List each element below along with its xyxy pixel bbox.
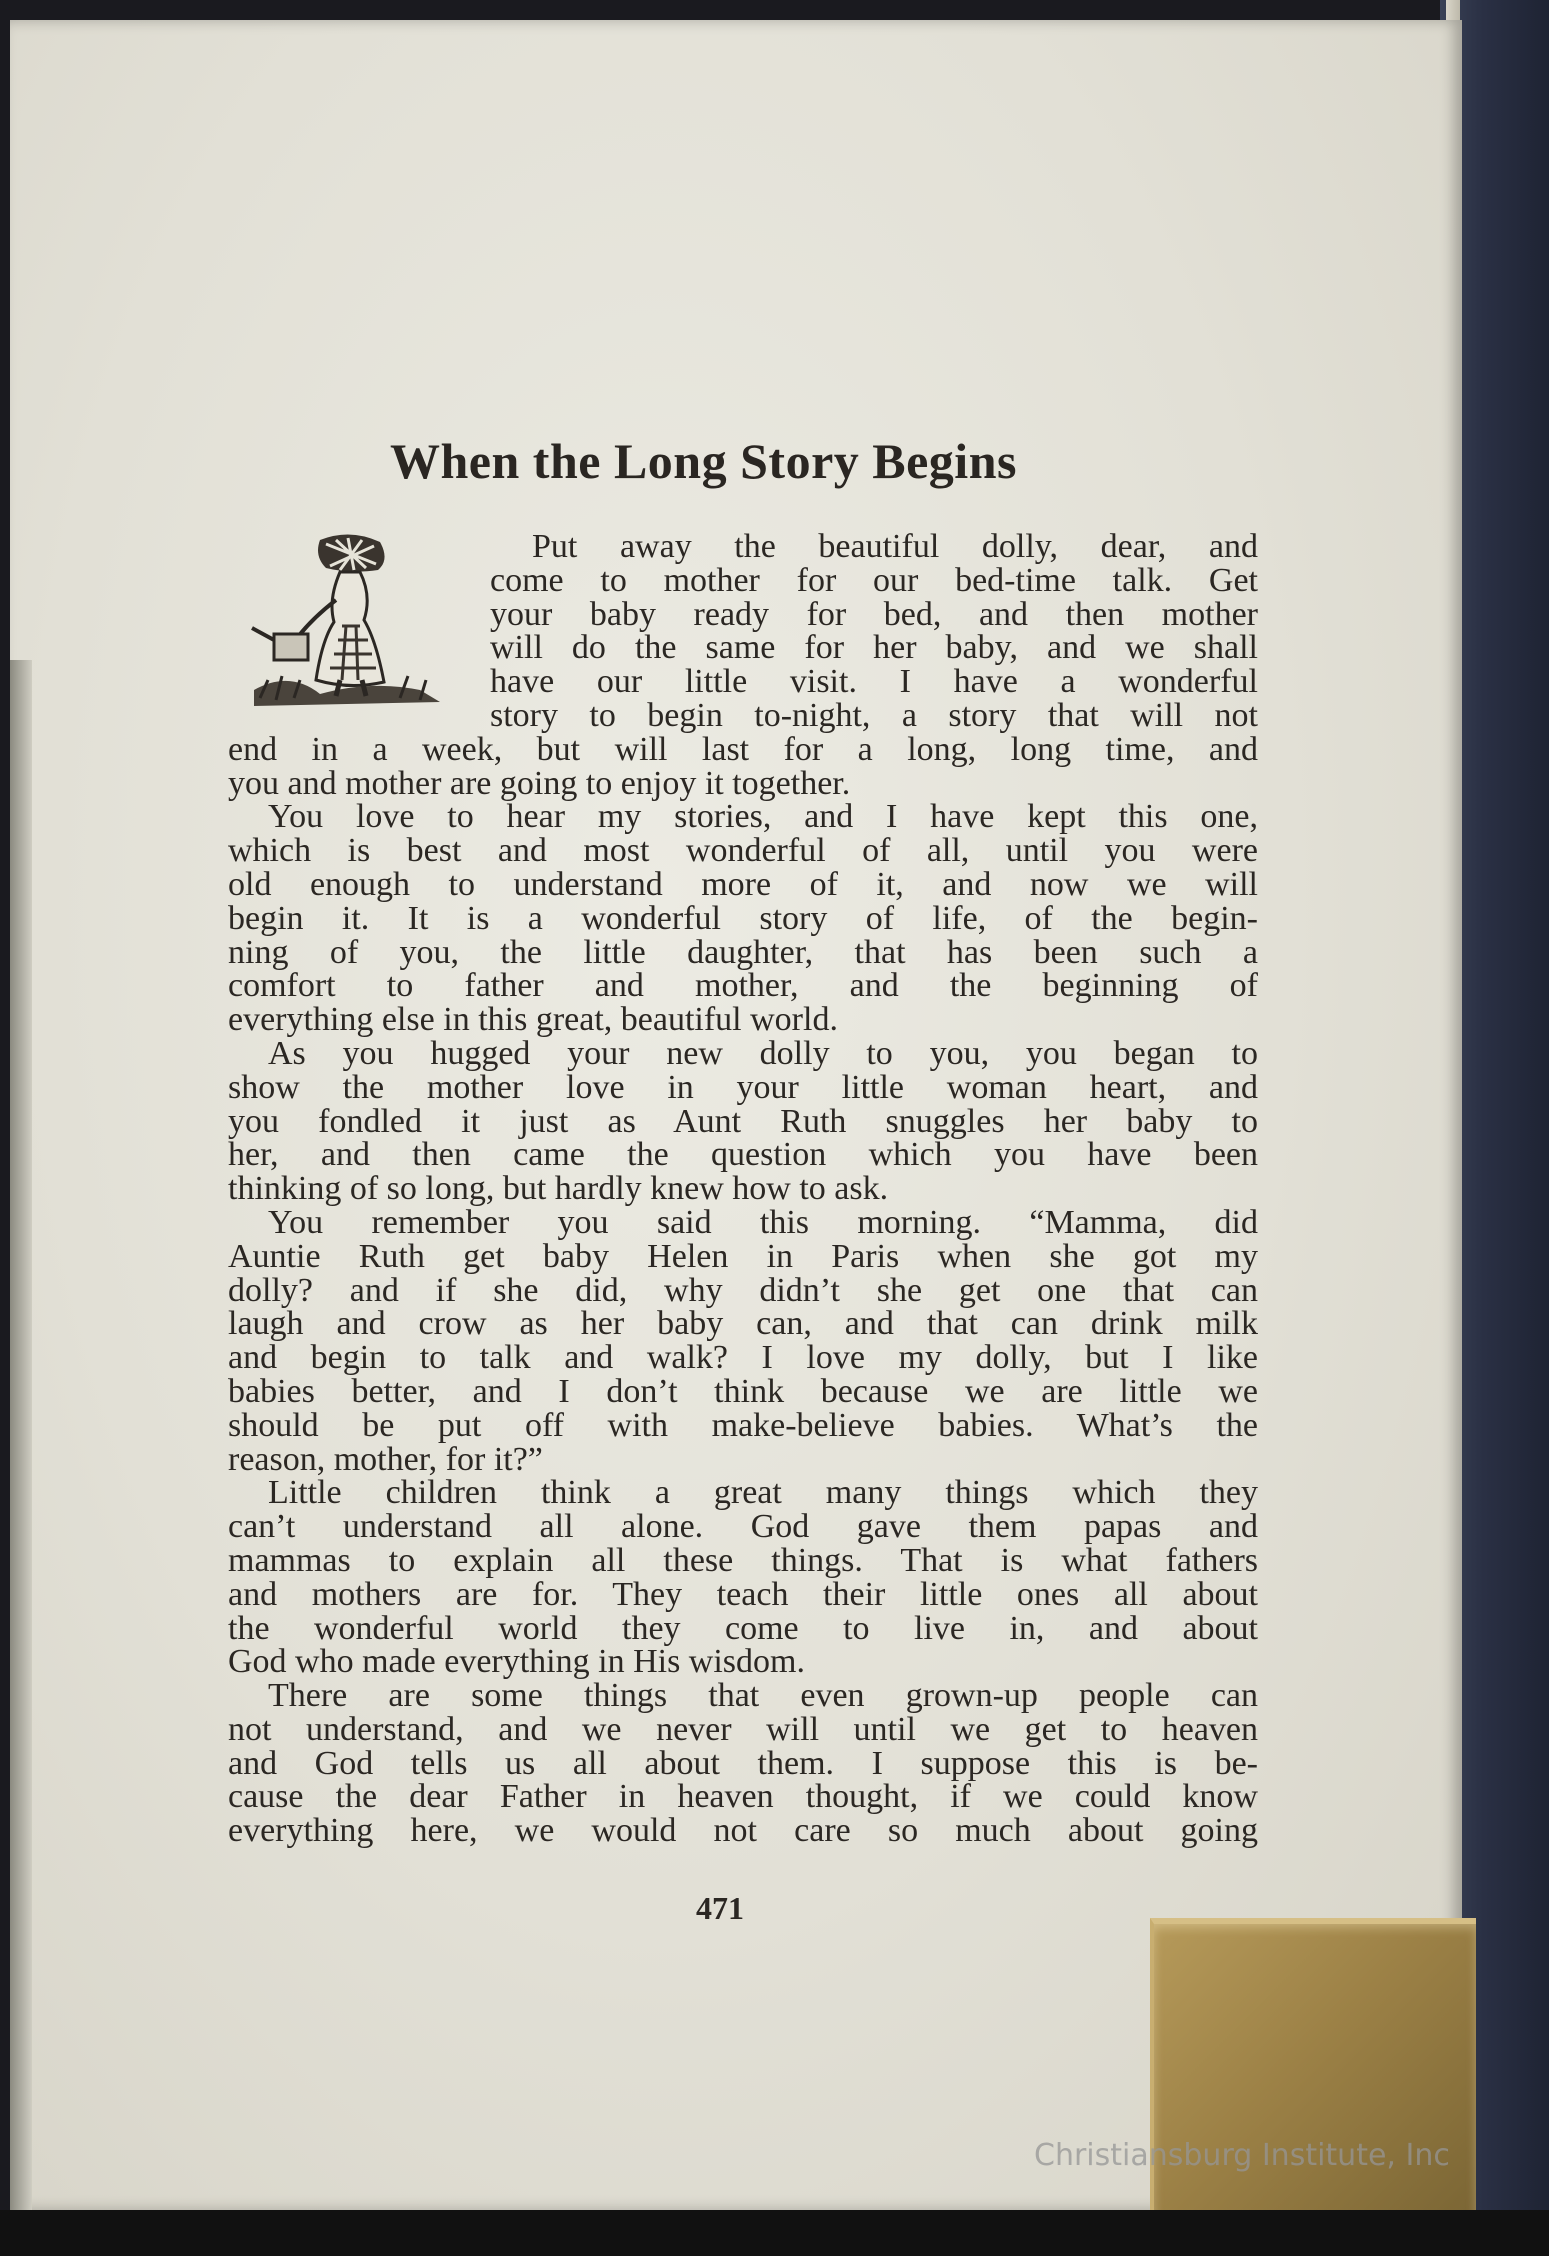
text-line: and mothers are for. They teach their little ones all about [228, 1575, 1258, 1613]
text-line: and begin to talk and walk? I love my dolly, but I like [228, 1339, 1258, 1377]
text-line: story to begin to-night, a story that will not [490, 696, 1258, 734]
text-line: You love to hear my stories, and I have kept this one, [268, 798, 1258, 836]
text-line: You remember you said this morning. “Mamma, did [268, 1203, 1258, 1241]
text-line: everything else in this great, beautiful world. [228, 1001, 838, 1039]
page-body-text [228, 530, 1258, 1848]
chapter-title: When the Long Story Begins [390, 433, 1017, 489]
table-shadow [0, 2210, 1549, 2256]
text-line: Little children think a great many things which they [268, 1474, 1258, 1512]
text-line: you fondled it just as Aunt Ruth snuggles her baby to [228, 1102, 1258, 1140]
text-line: thinking of so long, but hardly knew how to ask. [228, 1170, 889, 1208]
text-line: should be put off with make-believe babies. What’s the [228, 1406, 1258, 1444]
text-line: will do the same for her baby, and we shall [490, 629, 1258, 667]
text-line: not understand, and we never will until we get to heaven [228, 1710, 1258, 1748]
text-line: and God tells us all about them. I suppose this is be- [228, 1744, 1258, 1782]
text-line: old enough to understand more of it, and now we will [228, 865, 1258, 903]
text-line: mammas to explain all these things. That is what fathers [228, 1541, 1258, 1579]
text-line: As you hugged your new dolly to you, you began to [268, 1034, 1258, 1072]
text-line: show the mother love in your little woman heart, and [228, 1068, 1258, 1106]
text-line: the wonderful world they come to live in, and about [228, 1609, 1258, 1647]
text-line: your baby ready for bed, and then mother [490, 595, 1258, 633]
text-line: comfort to father and mother, and the beginning of [228, 967, 1258, 1005]
text-line: Put away the beautiful dolly, dear, and [532, 528, 1258, 565]
watermark-text: Christiansburg Institute, Inc [1034, 2138, 1450, 2173]
text-line: There are some things that even grown-up people can [268, 1677, 1258, 1715]
text-line: Auntie Ruth get baby Helen in Paris when she got my [228, 1237, 1258, 1275]
text-line: begin it. It is a wonderful story of life, of the begin- [228, 899, 1258, 937]
text-line: have our little visit. I have a wonderful [490, 663, 1258, 701]
text-line: laugh and crow as her baby can, and that can drink milk [228, 1305, 1258, 1343]
text-line: which is best and most wonderful of all, until you were [228, 832, 1258, 870]
text-line: dolly? and if she did, why didn’t she get one that can [228, 1271, 1258, 1309]
text-line: cause the dear Father in heaven thought, if we could know [228, 1778, 1258, 1816]
previous-pages-edge [10, 660, 32, 2220]
text-line: God who made everything in His wisdom. [228, 1643, 805, 1681]
text-line: reason, mother, for it?” [228, 1440, 543, 1478]
text-line: babies better, and I don’t think because we are little we [228, 1372, 1258, 1410]
text-line: ning of you, the little daughter, that has been such a [228, 933, 1258, 971]
text-line: her, and then came the question which you have been [228, 1136, 1258, 1174]
text-line: come to mother for our bed-time talk. Get [490, 561, 1258, 599]
text-line: you and mother are going to enjoy it together. [228, 764, 851, 802]
text-line: end in a week, but will last for a long, long time, and [228, 730, 1258, 768]
text-line: everything here, we would not care so much about going [228, 1812, 1258, 1850]
page-number: 471 [696, 1890, 744, 1926]
gold-bookmark-tab [1150, 1918, 1476, 2224]
text-line: can’t understand all alone. God gave them papas and [228, 1508, 1258, 1546]
